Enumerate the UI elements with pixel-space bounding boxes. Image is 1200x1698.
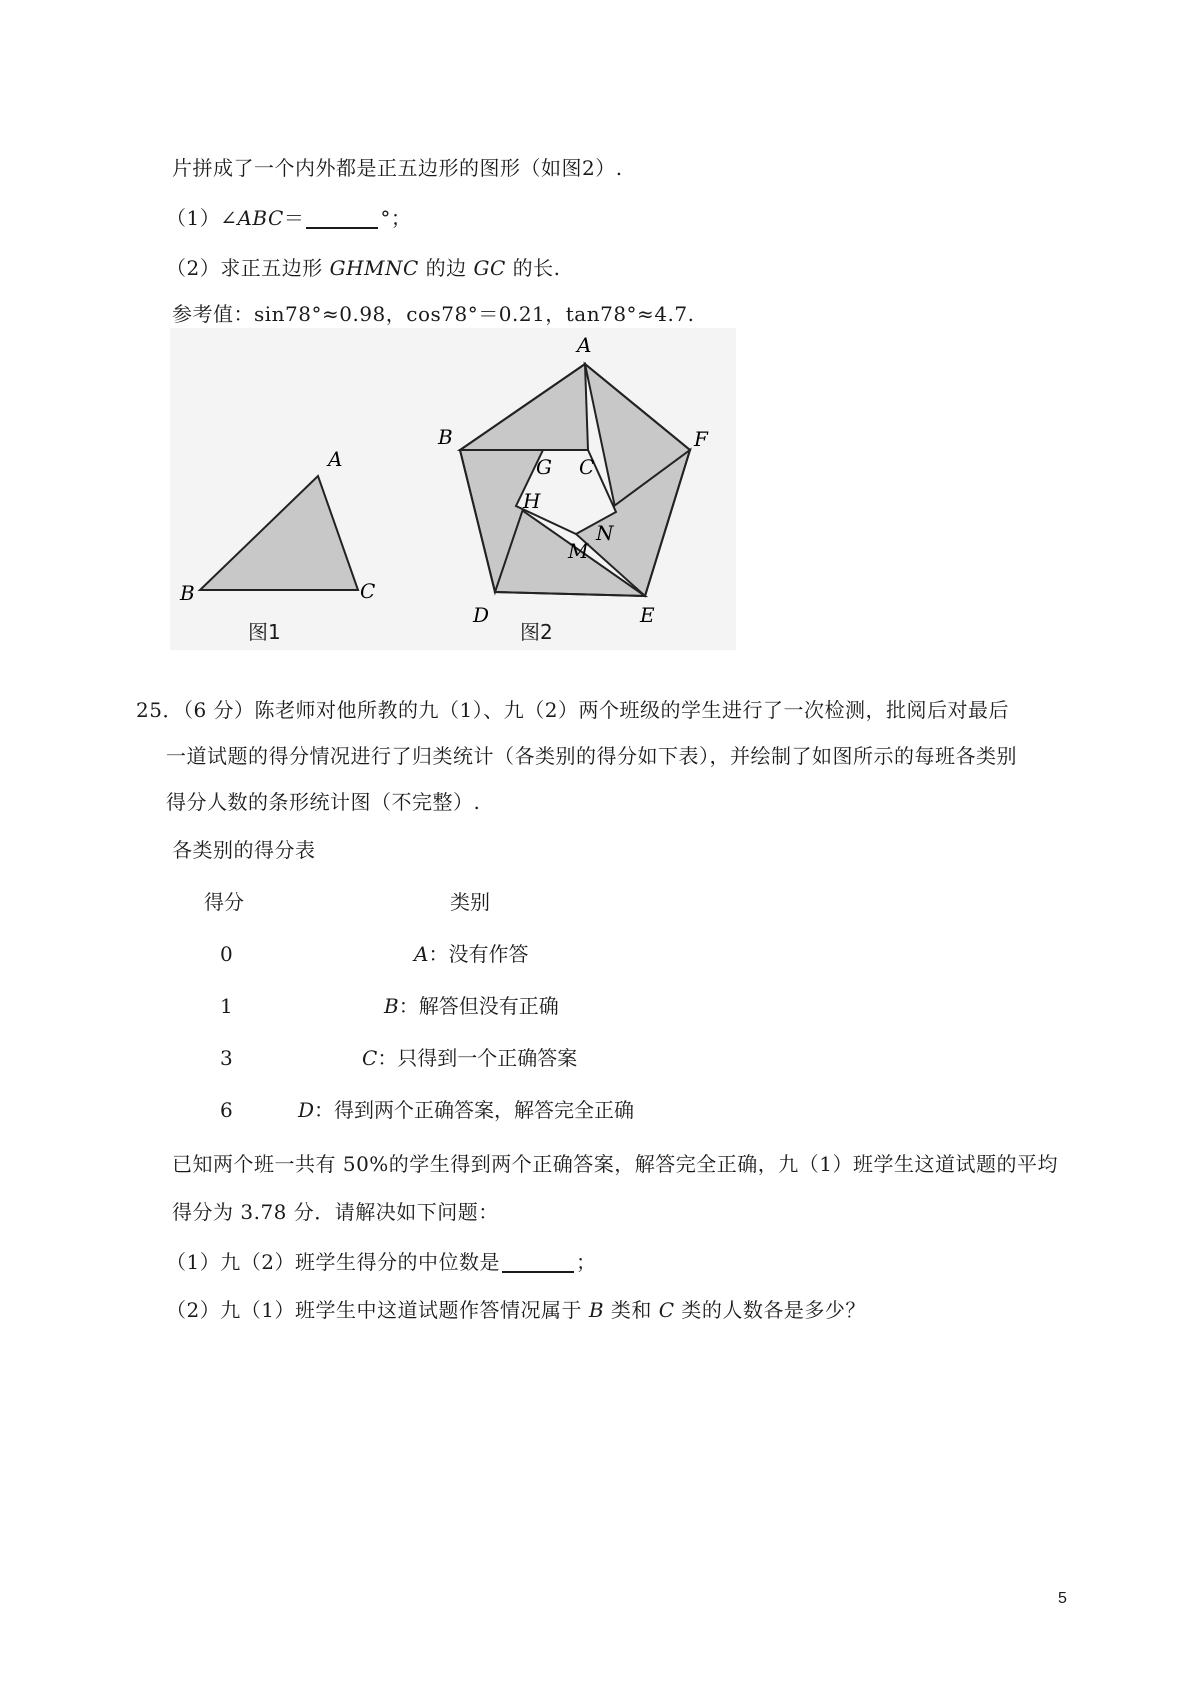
fig1-caption: 图1 — [248, 620, 281, 644]
fig2-label-M: M — [568, 539, 589, 563]
category-desc: ：得到两个正确答案，解答完全正确 — [314, 1098, 635, 1122]
q24-reference-values: 参考值：sin78°≈0.98，cos78°＝0.21，tan78°≈4.7. — [172, 302, 695, 326]
q24-part2-var1: GHMNC — [329, 256, 419, 280]
score-cell: 3 — [220, 1046, 233, 1070]
q25-part2-prefix: （2）九（1）班学生中这道试题作答情况属于 — [166, 1298, 589, 1322]
score-cell: 0 — [220, 942, 233, 966]
fig2-caption: 图2 — [520, 620, 553, 644]
q25-part2-suffix: 类的人数各是多少？ — [674, 1298, 866, 1322]
category-cell — [298, 1096, 634, 1124]
q25-part2-var2: C — [658, 1298, 675, 1322]
fig2-label-D: D — [473, 603, 490, 627]
score-cell: 6 — [220, 1098, 233, 1122]
fig2-label-A: A — [577, 333, 592, 357]
q25-line2: 一道试题的得分情况进行了归类统计（各类别的得分如下表），并绘制了如图所示的每班各类别 — [166, 744, 1017, 768]
page-number: 5 — [1058, 1590, 1067, 1607]
fig2-label-B: B — [438, 425, 453, 449]
fig2-label-G: G — [536, 455, 552, 479]
figure-panel — [170, 328, 736, 650]
category-desc: ：只得到一个正确答案 — [377, 1046, 578, 1070]
q25-part1-suffix: ； — [575, 1250, 597, 1274]
q24-part1 — [166, 204, 411, 232]
category-cell — [384, 992, 559, 1020]
q24-part1-eq: ＝ — [283, 206, 305, 230]
q24-intro-tail: 片拼成了一个内外都是正五边形的图形（如图2）. — [172, 156, 623, 180]
q25-part2 — [166, 1296, 866, 1324]
score-table-header-score: 得分 — [204, 890, 244, 914]
fig1-triangle — [200, 476, 358, 590]
q25-line3: 得分人数的条形统计图（不完整）. — [166, 790, 481, 814]
figures-svg — [170, 328, 736, 650]
category-letter: C — [362, 1046, 378, 1070]
fig1-label-B: B — [180, 581, 195, 605]
q25-part2-var1: B — [588, 1298, 605, 1322]
category-letter: B — [384, 994, 399, 1018]
fig2-label-C: C — [579, 455, 595, 479]
fig2-label-E: E — [640, 603, 655, 627]
q24-part2-var2: GC — [473, 256, 506, 280]
category-letter: A — [414, 942, 429, 966]
q25-part1-answer-blank[interactable] — [502, 1251, 574, 1273]
fig1-label-C: C — [360, 579, 376, 603]
fig1-label-A: A — [328, 447, 343, 471]
category-letter: D — [298, 1098, 315, 1122]
q25-table-title: 各类别的得分表 — [172, 838, 316, 862]
q24-part2-suffix: 的长. — [505, 256, 561, 280]
category-desc: ：没有作答 — [428, 942, 529, 966]
q25-known-line1: 已知两个班一共有 50%的学生得到两个正确答案，解答完全正确，九（1）班学生这道试题的平均 — [172, 1152, 1059, 1176]
q24-part2-mid: 的边 — [418, 256, 474, 280]
q24-part1-prefix: （1）∠ — [166, 206, 238, 230]
q25-known-line2: 得分为 3.78 分．请解决如下问题： — [172, 1200, 499, 1224]
q24-part2 — [166, 254, 561, 282]
score-table-header-category: 类别 — [450, 890, 490, 914]
fig2-label-H: H — [523, 489, 541, 513]
q24-part2-prefix: （2）求正五边形 — [166, 256, 330, 280]
fig2-label-F: F — [694, 427, 708, 451]
q24-part1-suffix: °； — [380, 206, 412, 230]
q24-part1-var: ABC — [237, 206, 284, 230]
q24-part1-answer-blank[interactable] — [306, 207, 378, 229]
category-desc: ：解答但没有正确 — [398, 994, 559, 1018]
q25-part2-mid: 类和 — [604, 1298, 659, 1322]
category-cell — [414, 940, 528, 968]
q25-line1: 25．（6 分）陈老师对他所教的九（1）、九（2）两个班级的学生进行了一次检测，批阅后对最后 — [136, 698, 1009, 722]
score-cell: 1 — [220, 994, 233, 1018]
category-cell — [362, 1044, 577, 1072]
fig2-label-N: N — [596, 521, 614, 545]
q25-part1-prefix: （1）九（2）班学生得分的中位数是 — [166, 1250, 500, 1274]
q25-part1 — [166, 1248, 596, 1276]
